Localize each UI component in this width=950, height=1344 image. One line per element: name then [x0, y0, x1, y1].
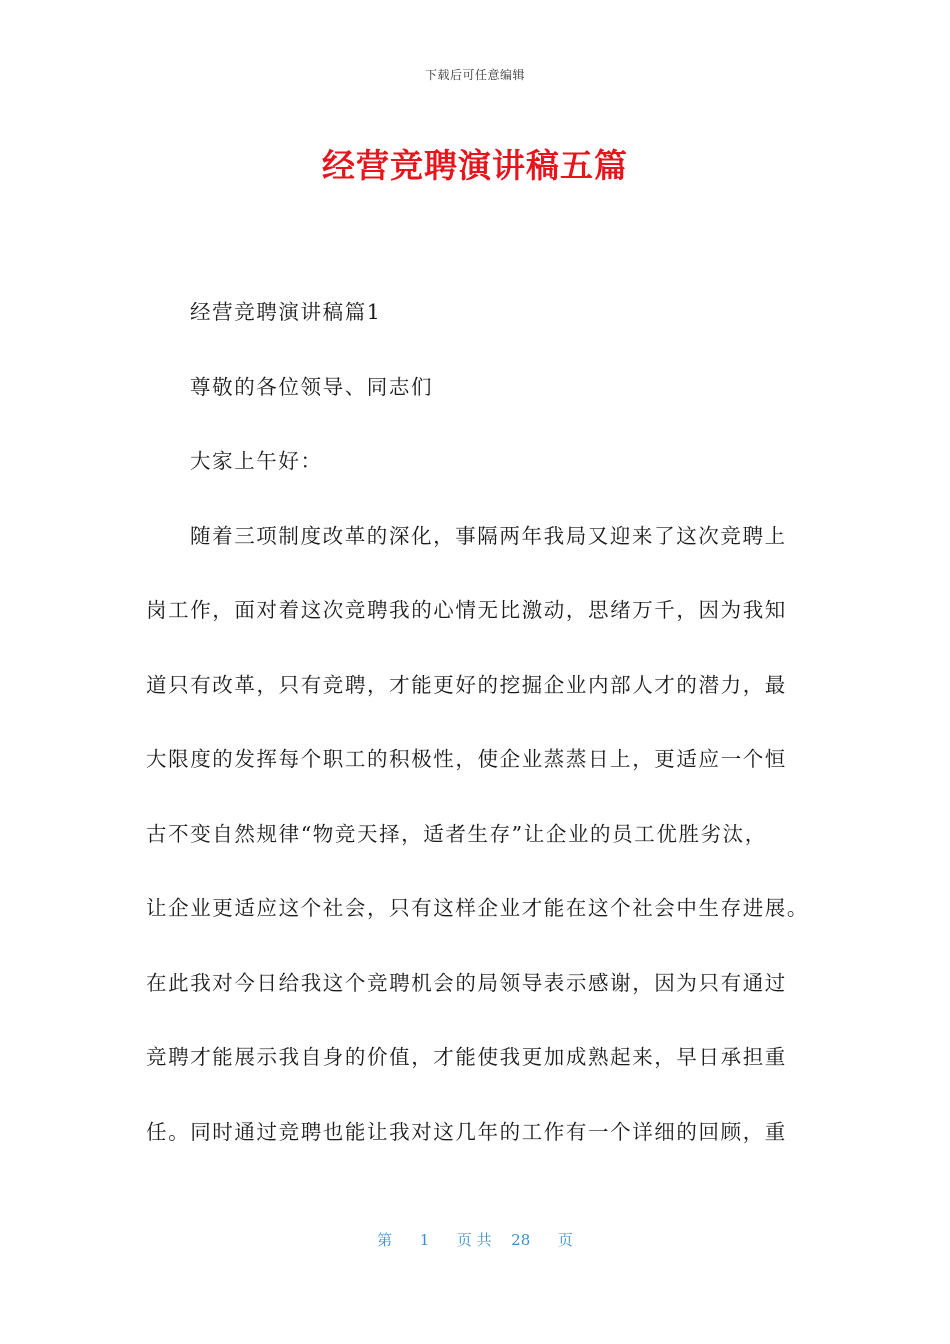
footer-page-number: 1: [419, 1231, 430, 1249]
footer-page-total: 28: [511, 1231, 531, 1249]
salutation: 尊敬的各位领导、同志们: [190, 374, 434, 399]
document-body: [146, 275, 814, 1169]
page-footer: [0, 1229, 950, 1250]
document-title: 经营竞聘演讲稿五篇: [322, 146, 628, 185]
header-note: 下载后可任意编辑: [424, 68, 525, 82]
body-line: 任。同时通过竞聘也能让我对这几年的工作有一个详细的回顾，重: [146, 1119, 787, 1144]
body-line: 让企业更适应这个社会，只有这样企业才能在这个社会中生存进展。: [146, 896, 809, 920]
body-line: 随着三项制度改革的深化，事隔两年我局又迎来了这次竞聘上: [190, 523, 787, 548]
body-line: 大限度的发挥每个职工的积极性，使企业蒸蒸日上，更适应一个恒: [146, 747, 787, 771]
body-line: 竞聘才能展示我自身的价值，才能使我更加成熟起来，早日承担重: [146, 1045, 787, 1069]
body-line: 道只有改革，只有竞聘，才能更好的挖掘企业内部人才的潜力，最: [146, 672, 787, 697]
footer-prefix: 第: [377, 1231, 393, 1249]
body-line: 岗工作，面对着这次竞聘我的心情无比激动，思绪万千，因为我知: [146, 598, 787, 622]
body-line: 在此我对今日给我这个竞聘机会的局领导表示感谢，因为只有通过: [146, 970, 787, 995]
greeting: 大家上午好：: [190, 449, 323, 473]
footer-mid: 页 共: [456, 1231, 492, 1249]
section-heading: 经营竞聘演讲稿篇1: [190, 300, 382, 324]
footer-suffix: 页: [557, 1231, 573, 1249]
body-line: 古不变自然规律“物竞天择，适者生存”让企业的员工优胜劣汰，: [146, 821, 767, 846]
